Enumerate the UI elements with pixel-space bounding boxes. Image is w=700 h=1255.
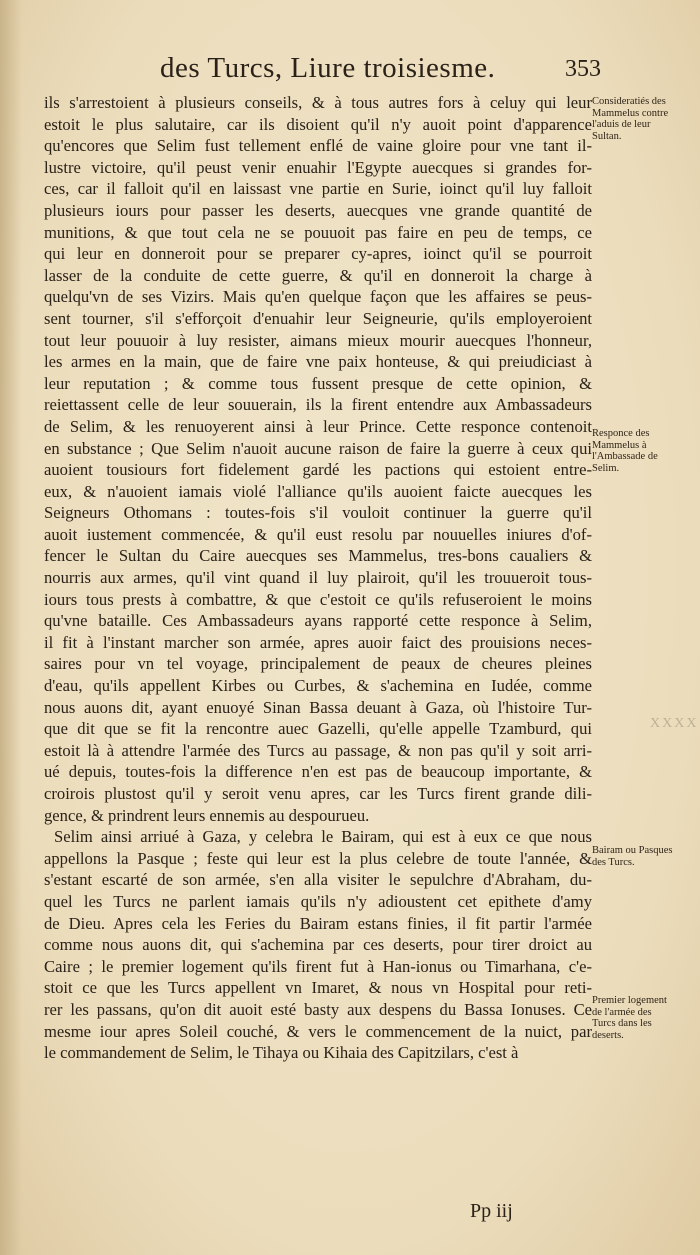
text-line: lustre victoire, qu'il peust venir enuahir l'Egypte auecques si grandes for-	[44, 157, 592, 177]
margin-note-bairam: Bairam ou Pasques des Turcs.	[592, 845, 673, 868]
text-line: quel les Turcs ne parlent iamais qu'ils n'y adioustent cet epithete d'amy	[44, 891, 592, 911]
margin-note-first-camp: Premier logement de l'armée des Turcs dans les deserts.	[592, 995, 667, 1041]
text-line: ces, car il falloit qu'il en laissast vne partie en Surie, ioinct qu'il luy falloit	[44, 179, 592, 199]
text-line: iours tous prests à combattre, & que c'estoit ce qu'ils refuseroient le moins	[44, 589, 592, 609]
page-number: 353	[565, 56, 601, 82]
text-line: leur reputation ; & comme tous fussent presque de cette opinion, &	[44, 373, 592, 393]
text-line: de Dieu. Apres cela les Feries du Bairam estans finies, il fit partir l'armée	[44, 913, 592, 933]
text-line: rer les passans, qu'on dit auoit esté basty aux despens du Bassa Ionuses. Ce	[44, 999, 592, 1019]
text-line: il fit à l'instant marcher son armée, apres auoir faict des prouisions neces-	[44, 632, 592, 652]
bleed-through-marks: XXXX	[650, 716, 699, 731]
text-line: Caire ; le premier logement qu'ils firent fut à Han-ionus ou Timarhana, c'e-	[44, 956, 592, 976]
text-line: lasser de la conduite de cette guerre, & qu'il en donneroit la charge à	[44, 265, 592, 285]
text-line: nourris aux armes, qu'il vint quand il luy plairoit, qu'il les trouueroit tous-	[44, 568, 592, 588]
text-line: auoit iustement commencée, & qu'il eust resolu par nouuelles iniures d'of-	[44, 524, 592, 544]
text-line: mesme iour apres Soleil couché, & vers le commencement de la nuict, par	[44, 1021, 592, 1041]
text-line: saires pour vn tel voyage, principalement de peaux de cheures pleines	[44, 654, 592, 674]
text-line: estoit là à attendre l'armée des Turcs au passage, & non pas qu'il y soit arri-	[44, 740, 592, 760]
text-line: fencer le Sultan du Caire auecques ses Mammelus, tres-bons caualiers &	[44, 546, 592, 566]
text-line: plusieurs iours pour passer les deserts, auecques vne grande quantité de	[44, 200, 592, 220]
text-line: de Selim, & les renuoyerent ainsi à leur Prince. Cette responce contenoit	[44, 416, 592, 436]
text-line: quelqu'vn de ses Vizirs. Mais qu'en quelque façon que les affaires se peus-	[44, 287, 592, 307]
running-title: des Turcs, Liure troisiesme.	[160, 52, 496, 84]
body-text	[44, 92, 592, 1064]
text-line: auoient tousiours fort fidelement gardé les pactions qui estoient entre-	[44, 460, 592, 480]
signature-mark: Pp iij	[470, 1200, 513, 1222]
text-line: eux, & n'auoient iamais violé l'alliance qu'ils auoient faicte auecques les	[44, 481, 592, 501]
text-line: qu'encores que Selim fust tellement enflé de vaine gloire pour vne tant il-	[44, 136, 592, 156]
page-header	[0, 52, 700, 92]
text-line: tout leur pouuoir à luy resister, aimans mieux mourir auecques l'honneur,	[44, 330, 592, 350]
text-line: gence, & prindrent leurs ennemis au despourueu.	[44, 805, 370, 825]
text-line: reiettassent celle de leur souuerain, ils la firent entendre aux Ambassadeurs	[44, 395, 592, 415]
text-line: appellons la Pasque ; feste qui leur est la plus celebre de toute l'année, &	[44, 848, 592, 868]
text-line: les armes en la main, que de faire vne paix honteuse, & qui preiudiciast à	[44, 352, 592, 372]
text-line: qui leur en donneroit pour se preparer cy-apres, ioinct qu'il se pourroit	[44, 244, 592, 264]
text-line: le commandement de Selim, le Tihaya ou Kihaia des Capitzilars, c'est à	[44, 1043, 519, 1063]
text-line: que dit que se fit la rencontre auec Gazelli, qu'elle appelle Tzamburd, qui	[44, 719, 592, 739]
text-line: s'estant escarté de son armée, s'en alla visiter le sepulchre d'Abraham, du-	[44, 870, 592, 890]
text-line: comme nous auons dit, qui s'achemina par ces deserts, pour tirer droict au	[44, 935, 592, 955]
text-line: Seigneurs Othomans : toutes-fois s'il vouloit continuer la guerre qu'il	[44, 503, 592, 523]
text-line: Selim ainsi arriué à Gaza, y celebra le Bairam, qui est à eux ce que nous	[54, 827, 592, 847]
text-line: sent tourner, s'il s'efforçoit d'enuahir leur Seigneurie, qu'ils employeroient	[44, 308, 592, 328]
text-line: ils s'arrestoient à plusieurs conseils, & à tous autres fors à celuy qui leur	[44, 93, 592, 112]
text-line: estoit le plus salutaire, car ils disoient qu'il n'y auoit point d'apparence	[44, 114, 592, 134]
text-line: croirois plustost qu'il y seroit venu apres, car les Turcs firent grande dili-	[44, 784, 592, 803]
text-line: ué depuis, toutes-fois la difference n'en est pas de beaucoup importante, &	[44, 762, 592, 782]
text-line: en substance ; Que Selim n'auoit aucune raison de faire la guerre à ceux qui	[44, 438, 592, 458]
text-line: qu'vne bataille. Ces Ambassadeurs ayans rapporté cette responce à Selim,	[44, 611, 592, 631]
margin-note-considerations: Consideratiés des Mammelus contre l'aduis de leur Sultan.	[592, 96, 669, 142]
text-line: stoit ce que les Turcs appellent vn Imaret, & nous vn Hospital pour reti-	[44, 978, 592, 998]
margin-note-response: Responce des Mammelus à l'Ambassade de Selim.	[592, 428, 658, 474]
text-line: nous auons dit, ayant enuoyé Sinan Bassa deuant à Gaza, où l'histoire Tur-	[44, 697, 592, 717]
text-line: munitions, & que tout cela ne se pouuoit pas faire en peu de temps, ce	[44, 222, 592, 242]
text-line: d'eau, qu'ils appellent Kirbes ou Curbes, & s'achemina en Iudée, comme	[44, 676, 592, 696]
